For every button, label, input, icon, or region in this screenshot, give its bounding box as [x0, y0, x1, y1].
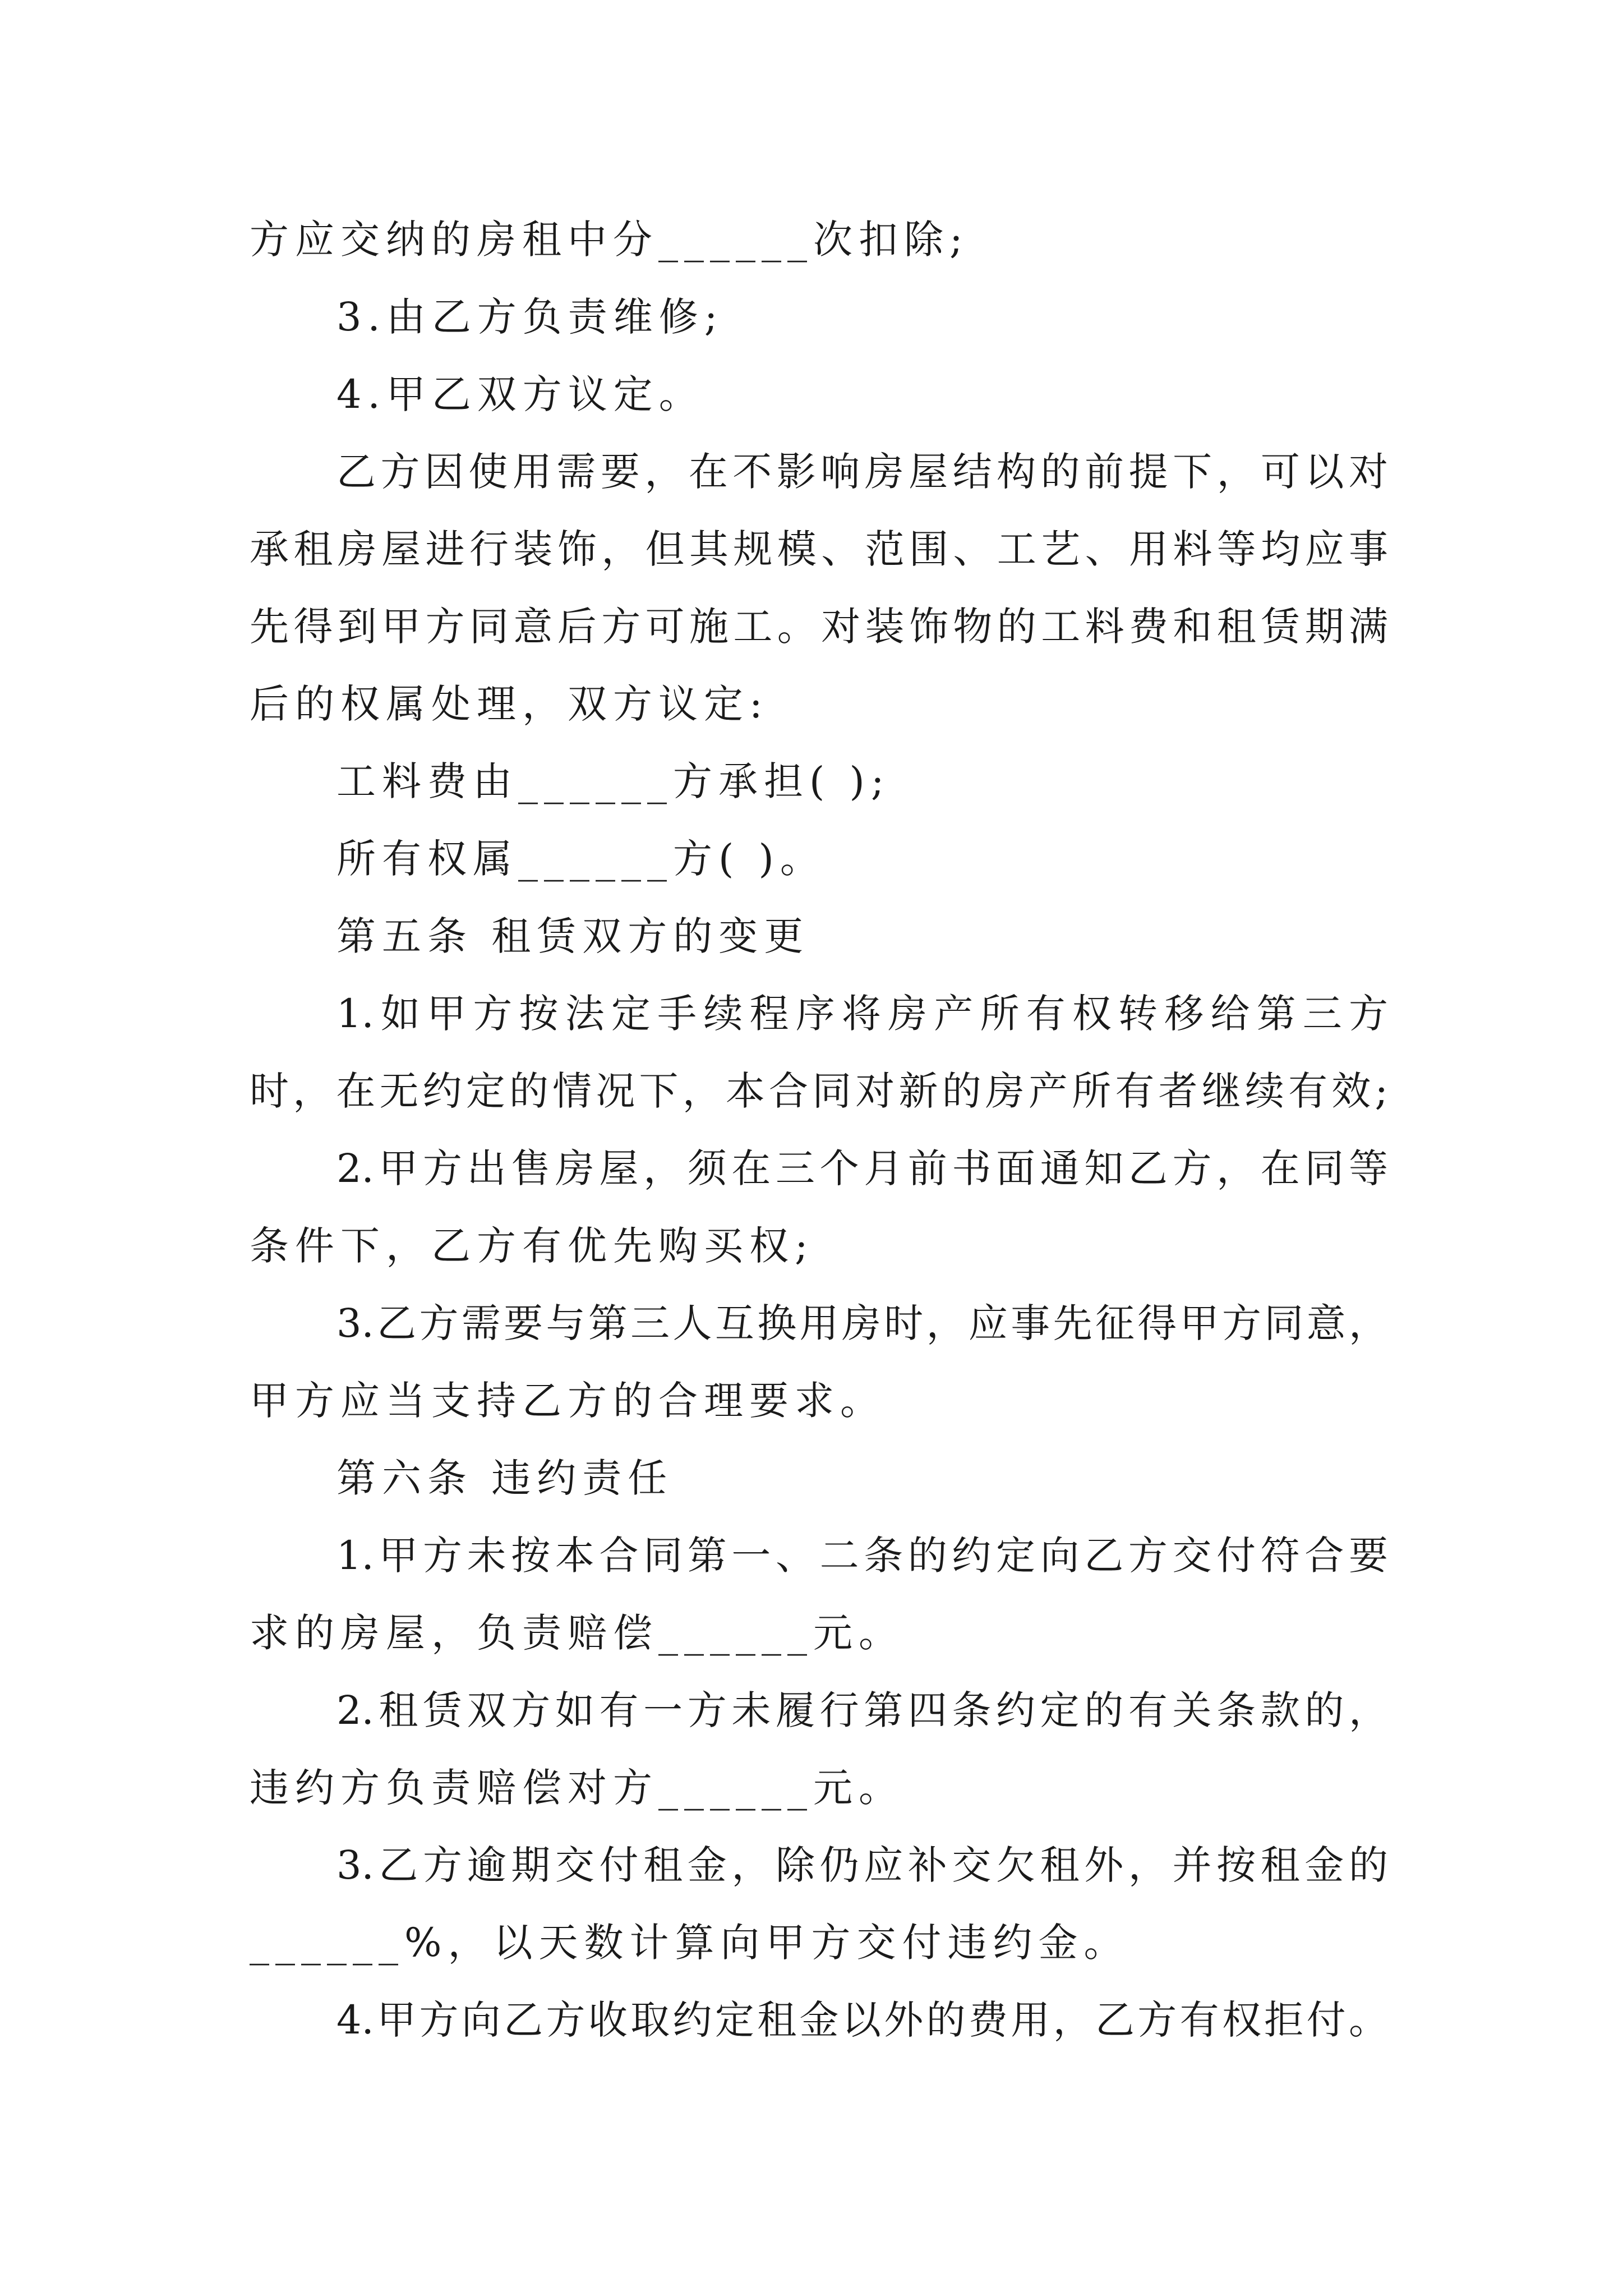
text-line: 甲方应当支持乙方的合理要求。 — [250, 1378, 886, 1424]
contract-body — [250, 201, 1388, 2059]
text-line: 条件下，乙方有优先购买权; — [250, 1223, 814, 1269]
text-line: 3.乙方逾期交付租金，除仍应补交欠租外，并按租金的 — [336, 1842, 1388, 1888]
text-line: 1.如甲方按法定手续程序将房产所有权转移给第三方 — [336, 991, 1388, 1037]
text-line: 乙方因使用需要，在不影响房屋结构的前提下，可以对 — [336, 449, 1388, 495]
text-line: 4.甲方向乙方收取约定租金以外的费用，乙方有权拒付。 — [336, 1997, 1388, 2043]
text-line: 方应交纳的房租中分______次扣除; — [250, 217, 969, 263]
section-heading: 第六条 违约责任 — [336, 1455, 674, 1501]
text-line: 工料费由______方承担( ); — [336, 758, 891, 804]
text-line: 求的房屋，负责赔偿______元。 — [250, 1610, 904, 1656]
text-line: 1.甲方未按本合同第一、二条的约定向乙方交付符合要 — [336, 1533, 1388, 1579]
text-line: 2.租赁双方如有一方未履行第四条约定的有关条款的， — [336, 1687, 1388, 1733]
text-line: ______%，以天数计算向甲方交付违约金。 — [250, 1920, 1129, 1966]
text-line: 3.由乙方负责维修; — [336, 294, 724, 340]
text-line: 所有权属______方( )。 — [336, 836, 826, 882]
text-line: 承租房屋进行装饰，但其规模、范围、工艺、用料等均应事 — [250, 526, 1388, 572]
section-heading: 第五条 租赁双方的变更 — [336, 913, 810, 959]
text-line: 4.甲乙双方议定。 — [336, 371, 704, 417]
text-line: 先得到甲方同意后方可施工。对装饰物的工料费和租赁期满 — [250, 604, 1388, 650]
text-line: 时，在无约定的情况下，本合同对新的房产所有者继续有效; — [250, 1068, 1388, 1114]
text-line: 3.乙方需要与第三人互换用房时，应事先征得甲方同意， — [336, 1300, 1388, 1346]
text-line: 2.甲方出售房屋，须在三个月前书面通知乙方，在同等 — [336, 1145, 1388, 1191]
text-line: 后的权属处理，双方议定: — [250, 681, 769, 727]
text-line: 违约方负责赔偿对方______元。 — [250, 1765, 904, 1811]
